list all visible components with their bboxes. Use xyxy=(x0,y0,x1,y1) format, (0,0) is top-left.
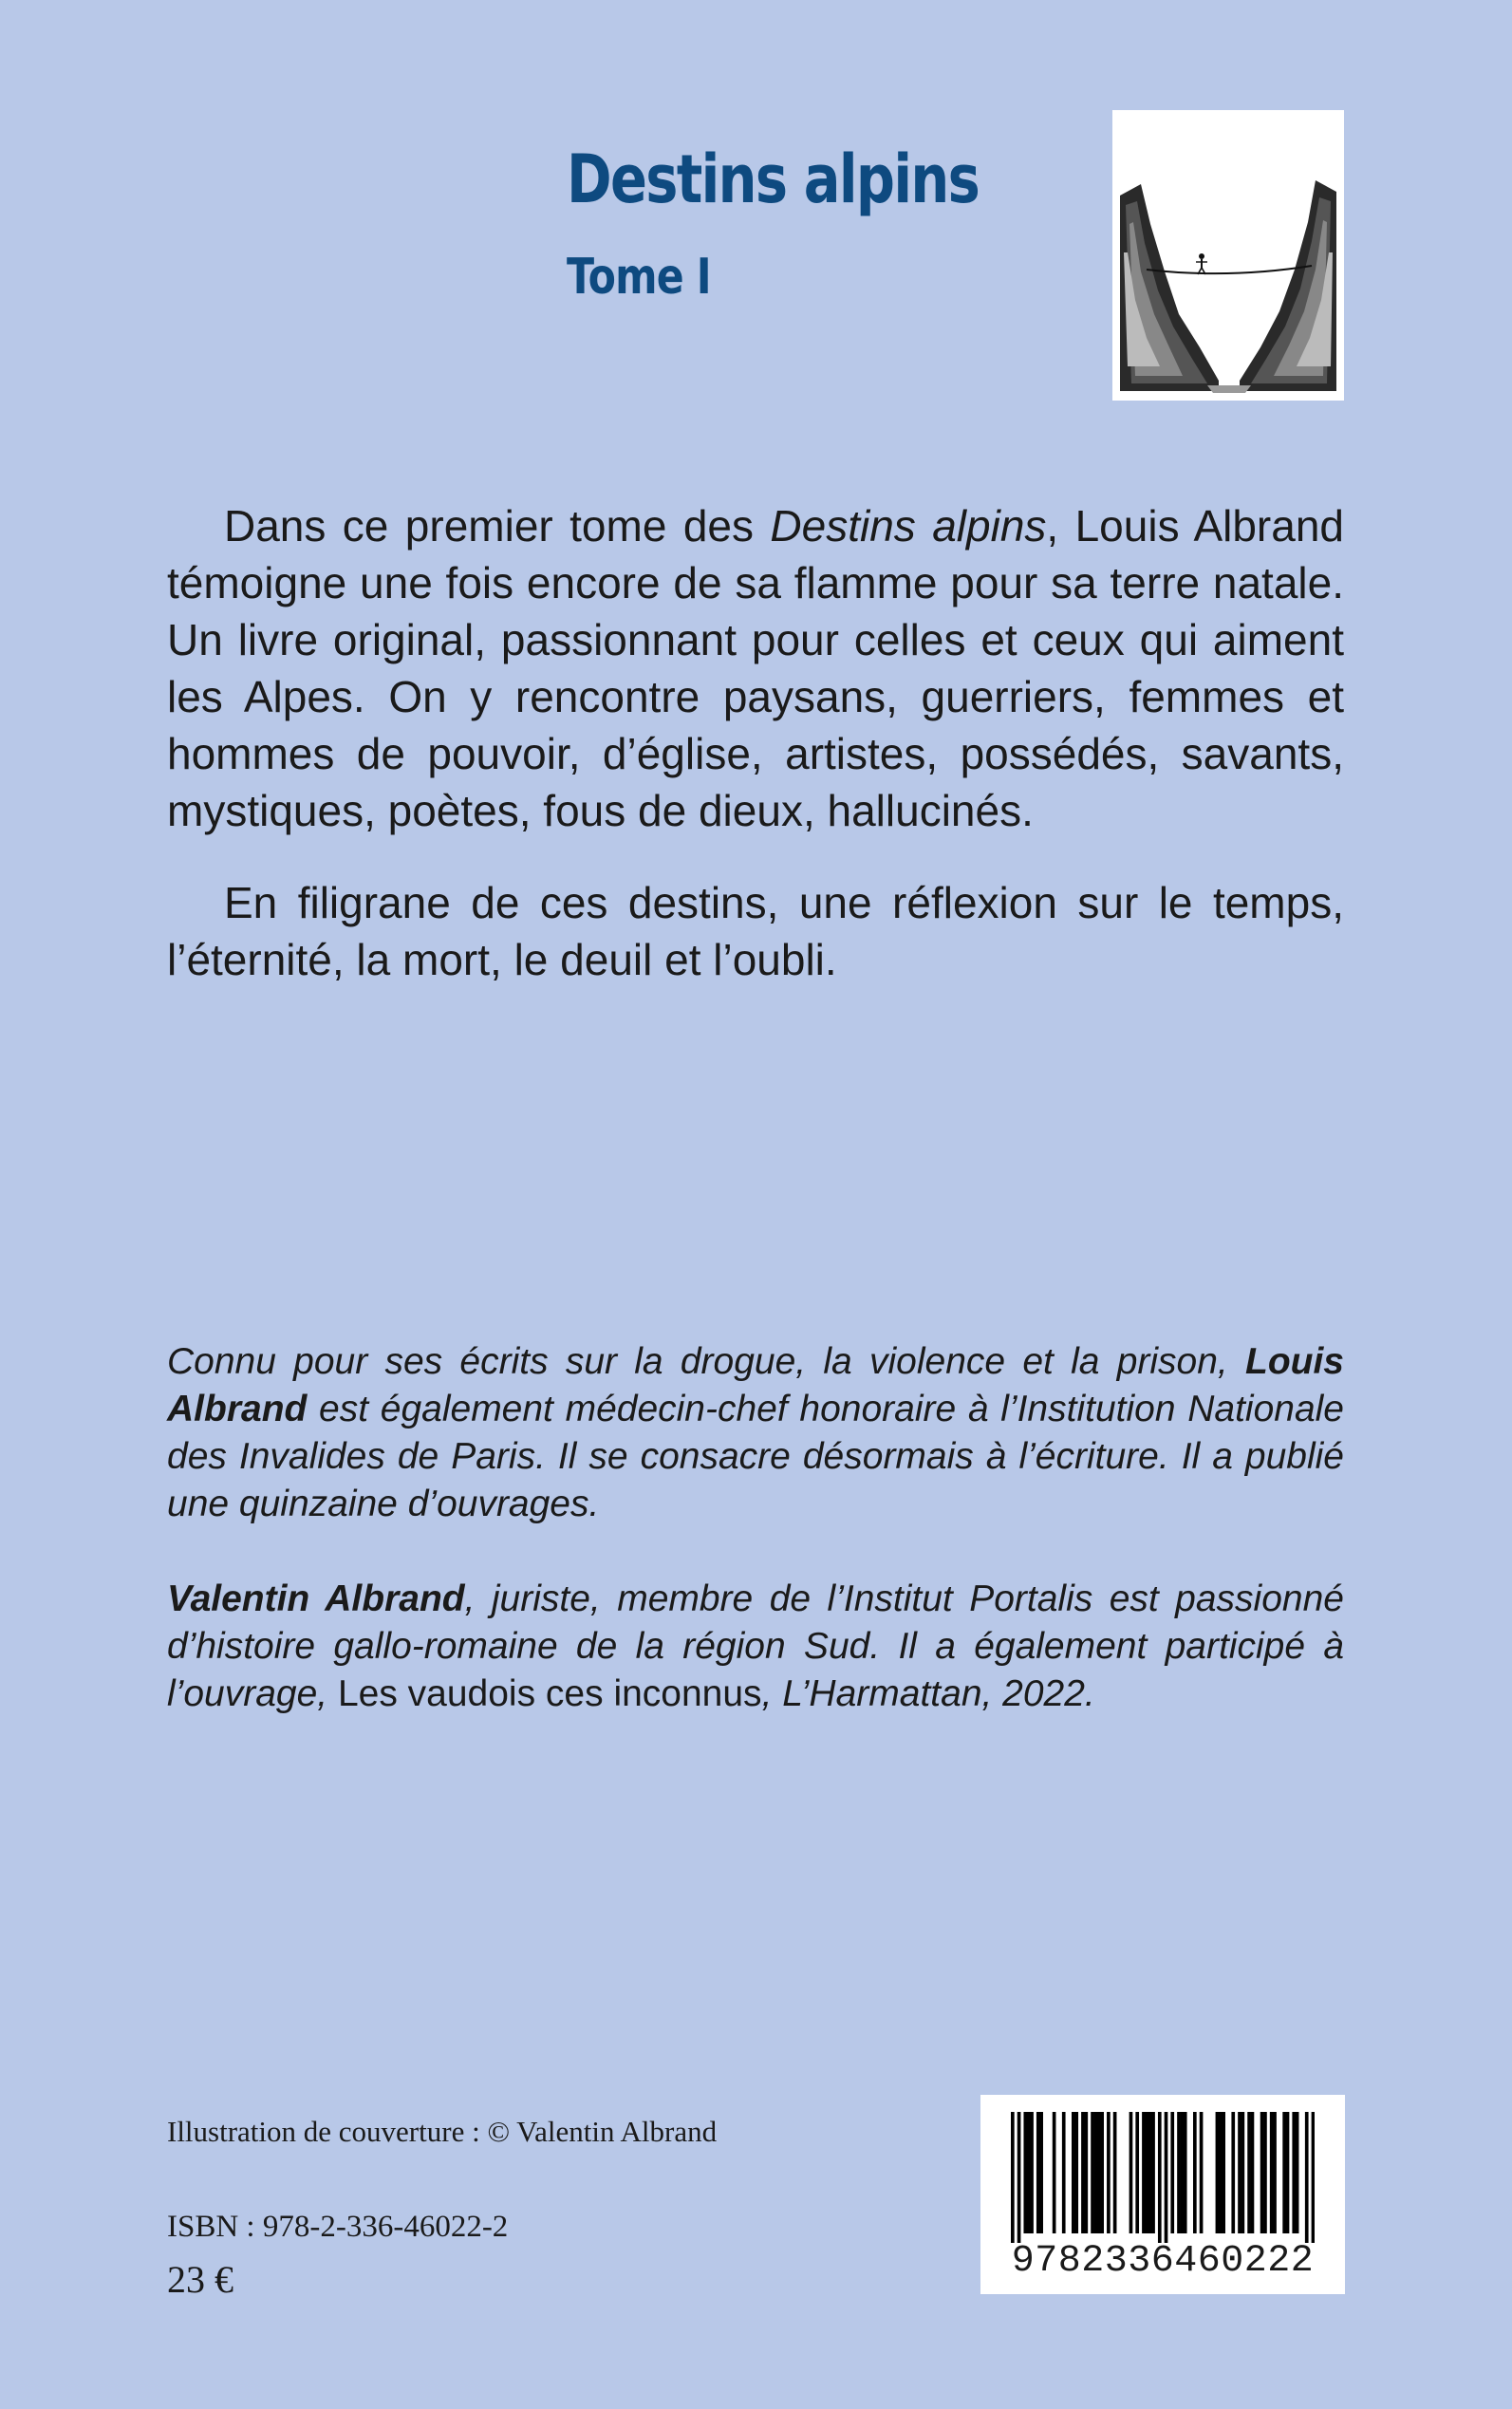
blurb-title-italic: Destins alpins xyxy=(770,501,1047,551)
barcode-bar xyxy=(1184,2112,1187,2233)
barcode-bar xyxy=(1142,2112,1146,2233)
barcode-bar xyxy=(1219,2112,1223,2233)
barcode-bar xyxy=(1263,2112,1267,2233)
author-name-louis: Louis Albrand xyxy=(167,1341,1344,1429)
barcode-bar xyxy=(1241,2112,1245,2233)
barcode-bar xyxy=(1097,2112,1101,2233)
barcode-bar xyxy=(1100,2112,1104,2233)
barcode-bar xyxy=(1222,2112,1225,2233)
bio-valentin-albrand: Valentin Albrand, juriste, membre de l’Institut Portalis est passionné d’histoire gallo-romaine de la région Sud. Il a également participé à l’ouvrage, Les vaudois ces inconnus, L’Harmattan, 2022. xyxy=(167,1578,1344,1714)
bio-louis-albrand: Connu pour ses écrits sur la drogue, la violence et la prison, Louis Albrand est également médecin-chef honoraire à l’Institution Nationale des Invalides de Paris. Il se consacre désormais à l’écriture. Il a publié une quinzaine d’ouvrages. xyxy=(167,1341,1344,1524)
barcode-bar xyxy=(1145,2112,1148,2233)
barcode-bar xyxy=(1053,2112,1056,2233)
barcode-bar xyxy=(1216,2112,1220,2233)
author-name-valentin: Valentin Albrand xyxy=(167,1578,465,1619)
barcode-bar xyxy=(1036,2112,1040,2233)
book-subtitle: Tome I xyxy=(567,249,711,306)
barcode-bars xyxy=(1011,2112,1315,2243)
barcode-bar xyxy=(1247,2112,1251,2233)
barcode-bar xyxy=(1091,2112,1094,2233)
isbn: ISBN : 978-2-336-46022-2 xyxy=(167,2210,509,2244)
barcode-bar xyxy=(1181,2112,1185,2233)
barcode-bar xyxy=(1081,2112,1085,2233)
barcode-bar xyxy=(1027,2112,1031,2233)
barcode-bar xyxy=(1193,2112,1197,2233)
barcode-bar xyxy=(1039,2112,1043,2233)
barcode-bar xyxy=(1305,2112,1309,2243)
barcode-bar xyxy=(1296,2112,1299,2233)
barcode-bar xyxy=(1135,2112,1139,2233)
barcode-bar xyxy=(1273,2112,1277,2233)
barcode-bar xyxy=(1177,2112,1181,2233)
barcode-bar xyxy=(1270,2112,1274,2233)
blurb-paragraph-1: Dans ce premier tome des Destins alpins, Louis Albrand témoigne une fois encore de sa flamme pour sa terre natale. Un livre original, passionnant pour celles et ceux qui aiment les Alpes. On y rencontre paysans, guerriers, femmes et hommes de pouvoir, d’église, artistes, possédés, savants, mystiques, poètes, fous de dieux, hallucinés. xyxy=(167,501,1344,835)
barcode-bar xyxy=(1011,2112,1015,2243)
barcode-bar xyxy=(1030,2112,1034,2233)
barcode-digits: 9782336460222 xyxy=(1011,2240,1315,2283)
blurb-paragraph-2: En filigrane de ces destins, une réflexion sur le temps, l’éternité, la mort, le deuil et l’oubli. xyxy=(167,878,1344,984)
barcode-bar xyxy=(1158,2112,1162,2243)
barcode-bar xyxy=(1292,2112,1296,2233)
barcode-bar xyxy=(1151,2112,1155,2233)
cover-illustration xyxy=(1112,110,1344,401)
barcode-bar xyxy=(1107,2112,1111,2233)
price: 23 € xyxy=(167,2258,233,2301)
illustration-credit: Illustration de couverture : © Valentin Albrand xyxy=(167,2115,718,2148)
barcode-bar xyxy=(1023,2112,1027,2233)
barcode-bar xyxy=(1260,2112,1264,2233)
barcode-bar xyxy=(1251,2112,1255,2233)
barcode-bar xyxy=(1286,2112,1290,2233)
barcode-bar xyxy=(1074,2112,1078,2233)
barcode-bar xyxy=(1238,2112,1241,2233)
barcode-bar xyxy=(1148,2112,1152,2233)
barcode-bar xyxy=(1231,2112,1235,2233)
barcode-bar xyxy=(1129,2112,1133,2233)
barcode-bar xyxy=(1312,2112,1315,2243)
barcode-bar xyxy=(1072,2112,1075,2233)
barcode-bar xyxy=(1170,2112,1174,2233)
barcode xyxy=(980,2095,1345,2294)
barcode-bar xyxy=(1017,2112,1021,2243)
book-reference: Les vaudois ces inconnus xyxy=(337,1673,762,1714)
barcode-bar xyxy=(1282,2112,1286,2233)
barcode-bar xyxy=(1165,2112,1168,2243)
barcode-bar xyxy=(1062,2112,1066,2233)
blurb xyxy=(167,497,1344,1023)
barcode-bar xyxy=(1200,2112,1204,2233)
tightrope-walker-canyon-icon xyxy=(1112,110,1344,401)
author-bios xyxy=(167,1338,1344,1765)
barcode-bar xyxy=(1084,2112,1088,2233)
barcode-bar xyxy=(1094,2112,1098,2233)
barcode-bar xyxy=(1113,2112,1117,2233)
book-title: Destins alpins xyxy=(567,140,980,218)
